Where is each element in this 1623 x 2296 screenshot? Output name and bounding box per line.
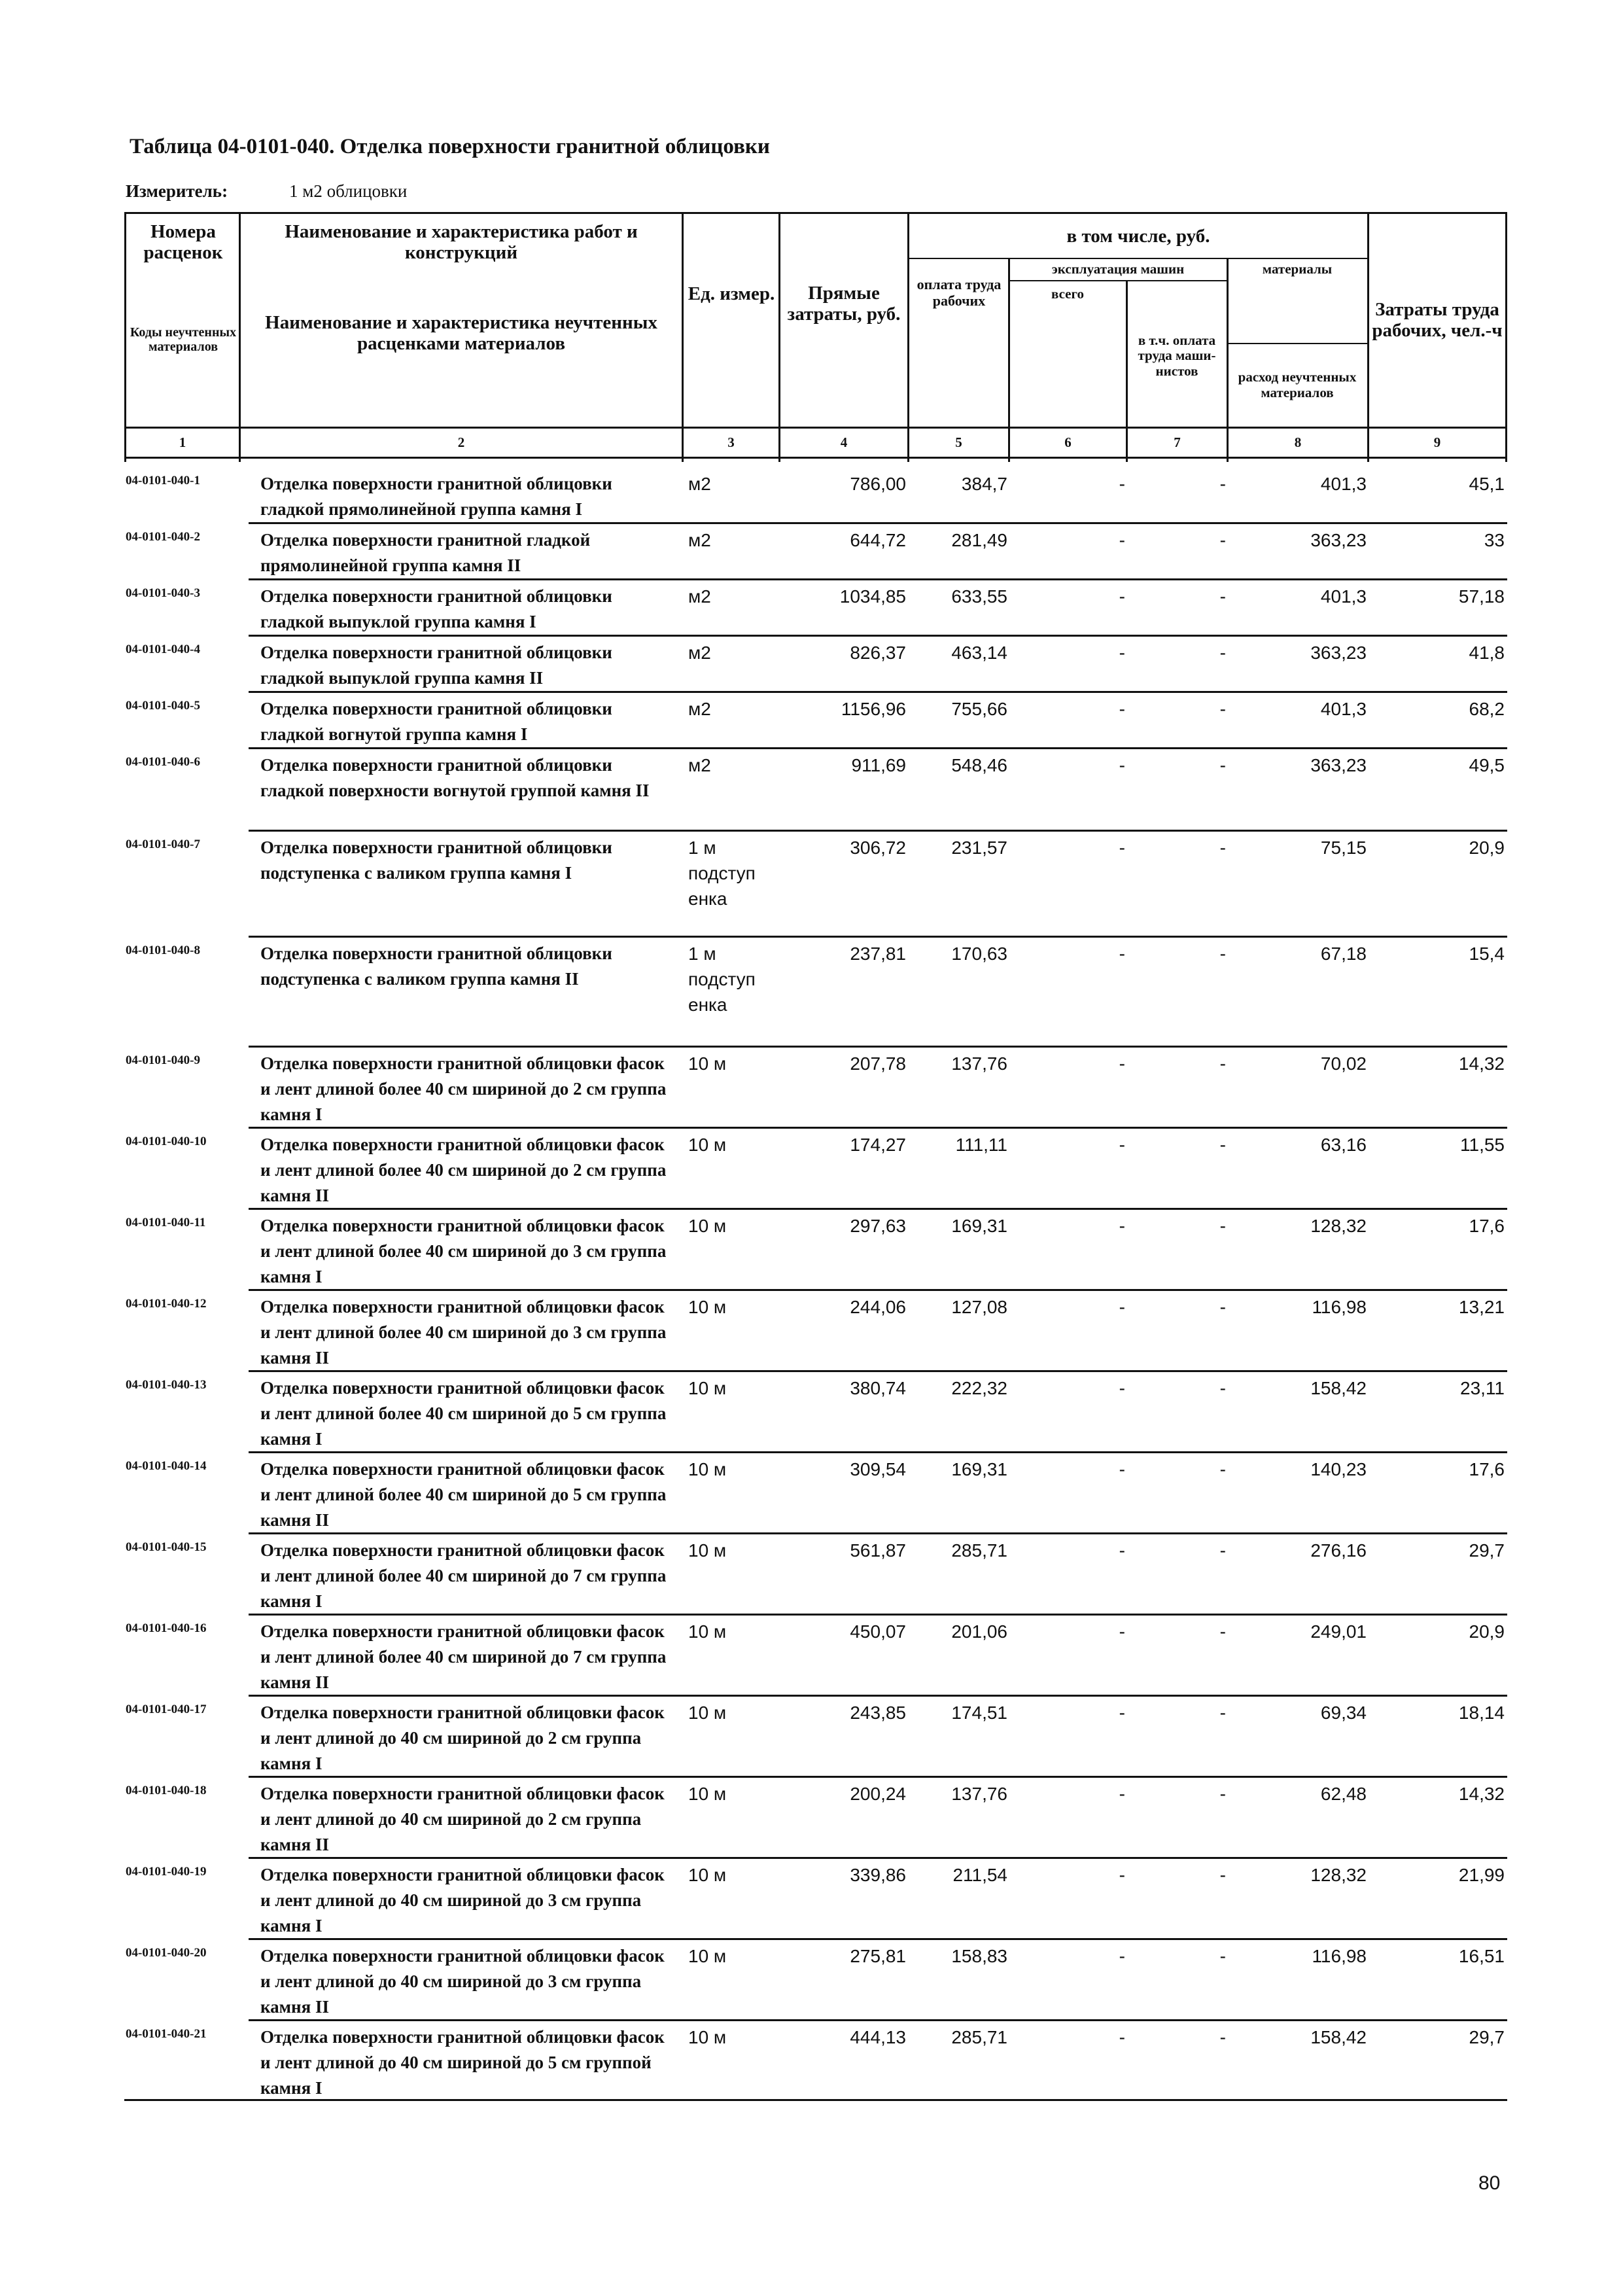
work-description: Отделка поверхности гранитной облицовки подступенка с валиком группа камня II [260,944,612,989]
cell-materials: 363,23 [1310,643,1367,663]
work-description: Отделка поверхности гранитной облицовки фасок и лент длиной более 40 см шириной до 7 см группа камня II [260,1621,667,1692]
row-separator [249,2019,1507,2021]
cell-mach: - [1119,1540,1125,1561]
cell-hours: 13,21 [1458,1297,1505,1317]
work-description: Отделка поверхности гранитной облицовки фасок и лент длиной до 40 см шириной до 5 см группой камня I [260,2027,665,2098]
cell-mach: - [1119,1621,1125,1642]
work-description: Отделка поверхности гранитной гладкой прямолинейной группа камня II [260,530,591,575]
cell-mach: - [1119,1378,1125,1398]
unit-of-measure: 1 м подступ енка [688,944,756,1015]
cell-hours: 29,7 [1469,1540,1505,1561]
cell-materials: 116,98 [1312,1946,1367,1966]
cell-machinist: - [1219,1216,1226,1236]
row-separator [249,1289,1507,1291]
row-separator [249,747,1507,749]
cell-hours: 45,1 [1469,474,1505,494]
rate-code: 04-0101-040-8 [126,944,200,957]
rate-code: 04-0101-040-10 [126,1135,207,1148]
cell-machinist: - [1219,1784,1226,1804]
col-number-5: 5 [955,434,962,450]
cell-mach: - [1119,586,1125,607]
cell-materials: 128,32 [1310,1865,1367,1885]
cell-materials: 69,34 [1320,1703,1367,1723]
header-labor-pay: оплата труда рабочих [916,276,1002,309]
col-number-8: 8 [1294,434,1302,450]
cell-machinist: - [1219,1621,1226,1642]
cell-hours: 16,51 [1458,1946,1505,1966]
unit-of-measure: м2 [688,530,711,550]
cell-labor: 201,06 [951,1621,1007,1642]
rate-code: 04-0101-040-1 [126,474,200,487]
cell-mach: - [1119,838,1125,858]
rate-code: 04-0101-040-5 [126,699,200,713]
cell-hours: 57,18 [1458,586,1505,607]
work-description: Отделка поверхности гранитной облицовки фасок и лент длиной более 40 см шириной до 3 см группа камня II [260,1297,667,1368]
cell-mach: - [1119,474,1125,494]
cell-hours: 20,9 [1469,1621,1505,1642]
cell-direct: 450,07 [850,1621,906,1642]
rate-code: 04-0101-040-20 [126,1946,207,1960]
cell-labor: 158,83 [951,1946,1007,1966]
row-separator [249,1857,1507,1859]
cell-direct: 444,13 [850,2027,906,2047]
work-description: Отделка поверхности гранитной облицовки гладкой выпуклой группа камня II [260,643,612,688]
unit-of-measure: 10 м [688,1297,727,1317]
work-description: Отделка поверхности гранитной облицовки фасок и лент длиной более 40 см шириной до 7 см группа камня I [260,1540,667,1611]
cell-labor: 231,57 [951,838,1007,858]
cell-machinist: - [1219,1135,1226,1155]
cell-materials: 70,02 [1320,1053,1367,1074]
unit-of-measure: 1 м подступ енка [688,838,756,909]
row-separator [249,1208,1507,1210]
rate-code: 04-0101-040-17 [126,1703,207,1716]
cell-labor: 127,08 [951,1297,1007,1317]
work-description: Отделка поверхности гранитной облицовки гладкой вогнутой группа камня I [260,699,612,744]
cell-labor: 463,14 [951,643,1007,663]
header-including: в том числе, руб. [1066,225,1210,247]
rate-code: 04-0101-040-14 [126,1459,207,1473]
cell-machinist: - [1219,530,1226,550]
unit-of-measure: 10 м [688,1216,727,1236]
cell-direct: 644,72 [850,530,906,550]
cell-materials: 401,3 [1320,474,1367,494]
cell-direct: 297,63 [850,1216,906,1236]
work-description: Отделка поверхности гранитной облицовки фасок и лент длиной до 40 см шириной до 3 см группа камня II [260,1946,665,2017]
cell-machinist: - [1219,1946,1226,1966]
row-separator [249,691,1507,693]
cell-labor: 285,71 [951,1540,1007,1561]
cell-direct: 207,78 [850,1053,906,1074]
row-separator [249,1451,1507,1453]
row-separator [249,1532,1507,1534]
cell-direct: 243,85 [850,1703,906,1723]
work-description: Отделка поверхности гранитной облицовки фасок и лент длиной до 40 см шириной до 2 см группа камня II [260,1784,665,1854]
cell-machinist: - [1219,1378,1226,1398]
cell-hours: 15,4 [1469,944,1505,964]
row-separator [249,1370,1507,1372]
cell-hours: 18,14 [1458,1703,1505,1723]
col-number-2: 2 [457,434,465,450]
unit-of-measure: м2 [688,474,711,494]
cell-mach: - [1119,1784,1125,1804]
unit-of-measure: м2 [688,643,711,663]
unit-of-measure: 10 м [688,1621,727,1642]
cell-materials: 140,23 [1310,1459,1367,1479]
cell-hours: 41,8 [1469,643,1505,663]
col-number-6: 6 [1064,434,1072,450]
cell-labor: 755,66 [951,699,1007,719]
rate-code: 04-0101-040-9 [126,1053,200,1067]
work-description: Отделка поверхности гранитной облицовки фасок и лент длиной более 40 см шириной до 3 см группа камня I [260,1216,667,1286]
cell-labor: 222,32 [951,1378,1007,1398]
cell-machinist: - [1219,2027,1226,2047]
unit-of-measure: 10 м [688,1135,727,1155]
cell-machinist: - [1219,944,1226,964]
cell-mach: - [1119,2027,1125,2047]
cell-direct: 275,81 [850,1946,906,1966]
table-bottom-rule [124,2099,1507,2101]
cell-hours: 33 [1484,530,1505,550]
cell-materials: 401,3 [1320,699,1367,719]
header-machines-total: всего [1051,286,1084,302]
cell-hours: 20,9 [1469,838,1505,858]
cell-mach: - [1119,755,1125,775]
work-description: Отделка поверхности гранитной облицовки гладкой прямолинейной группа камня I [260,474,612,519]
cell-mach: - [1119,643,1125,663]
cell-mach: - [1119,1297,1125,1317]
table-title: Таблица 04-0101-040. Отделка поверхности гранитной облицовки [130,135,770,158]
cell-direct: 339,86 [850,1865,906,1885]
row-separator [249,1046,1507,1048]
rate-code: 04-0101-040-19 [126,1865,207,1879]
header-labor-cost: Затраты труда рабочих, чел.-ч [1372,298,1503,341]
unit-of-measure: м2 [688,586,711,607]
cell-hours: 17,6 [1469,1216,1505,1236]
rate-code: 04-0101-040-11 [126,1216,206,1229]
cell-mach: - [1119,1946,1125,1966]
cell-mach: - [1119,1459,1125,1479]
cell-machinist: - [1219,755,1226,775]
rate-code: 04-0101-040-13 [126,1378,207,1392]
cell-machinist: - [1219,643,1226,663]
cell-direct: 561,87 [850,1540,906,1561]
cell-mach: - [1119,1216,1125,1236]
cell-direct: 786,00 [850,474,906,494]
row-separator [249,1127,1507,1129]
cell-labor: 169,31 [951,1216,1007,1236]
unit-of-measure: м2 [688,699,711,719]
unit-of-measure: 10 м [688,1459,727,1479]
page-number: 80 [1478,2172,1501,2194]
cell-labor: 170,63 [951,944,1007,964]
cell-materials: 128,32 [1310,1216,1367,1236]
cell-labor: 285,71 [951,2027,1007,2047]
cell-machinist: - [1219,1540,1226,1561]
work-description: Отделка поверхности гранитной облицовки фасок и лент длиной до 40 см шириной до 3 см группа камня I [260,1865,665,1935]
cell-mach: - [1119,1053,1125,1074]
cell-machinist: - [1219,1297,1226,1317]
row-separator [249,522,1507,524]
cell-machinist: - [1219,474,1226,494]
cell-hours: 29,7 [1469,2027,1505,2047]
unit-of-measure: 10 м [688,1540,727,1561]
cell-materials: 75,15 [1320,838,1367,858]
rate-code: 04-0101-040-21 [126,2027,207,2041]
cell-materials: 401,3 [1320,586,1367,607]
work-description: Отделка поверхности гранитной облицовки фасок и лент длиной более 40 см шириной до 2 см группа камня II [260,1135,667,1205]
rate-code: 04-0101-040-3 [126,586,200,600]
cell-machinist: - [1219,1459,1226,1479]
unit-of-measure: 10 м [688,1784,727,1804]
cell-machinist: - [1219,1865,1226,1885]
header-materials: материалы [1262,261,1333,277]
cell-hours: 23,11 [1460,1378,1505,1398]
rate-code: 04-0101-040-4 [126,643,200,656]
cell-materials: 363,23 [1310,530,1367,550]
cell-direct: 237,81 [850,944,906,964]
col-number-9: 9 [1433,434,1441,450]
row-separator [249,1695,1507,1697]
col-number-4: 4 [840,434,848,450]
cell-mach: - [1119,1703,1125,1723]
header-direct-cost: Прямые затраты, руб. [787,282,901,325]
row-separator [249,830,1507,832]
cell-labor: 211,54 [952,1865,1007,1885]
cell-hours: 14,32 [1458,1784,1505,1804]
table-header [124,212,1507,462]
cell-mach: - [1119,1135,1125,1155]
row-separator [249,1614,1507,1616]
work-description: Отделка поверхности гранитной облицовки гладкой поверхности вогнутой группой камня II [260,755,650,800]
rate-code: 04-0101-040-6 [126,755,200,769]
col-number-1: 1 [179,434,186,450]
rate-code: 04-0101-040-18 [126,1784,207,1797]
header-machinist-pay: в т.ч. оплата труда маши-нистов [1138,332,1216,379]
cell-direct: 244,06 [850,1297,906,1317]
unit-of-measure: 10 м [688,1703,727,1723]
cell-materials: 158,42 [1310,1378,1367,1398]
cell-hours: 21,99 [1458,1865,1505,1885]
cell-machinist: - [1219,1053,1226,1074]
cell-direct: 309,54 [850,1459,906,1479]
unit-of-measure: 10 м [688,1865,727,1885]
rate-code: 04-0101-040-16 [126,1621,207,1635]
rate-code: 04-0101-040-2 [126,530,200,544]
work-description: Отделка поверхности гранитной облицовки фасок и лент длиной более 40 см шириной до 5 см группа камня I [260,1378,667,1449]
cell-direct: 306,72 [850,838,906,858]
rate-code: 04-0101-040-12 [126,1297,207,1311]
cell-hours: 11,55 [1460,1135,1505,1155]
row-separator [249,1776,1507,1778]
cell-machinist: - [1219,1703,1226,1723]
header-machines: эксплуатация машин [1051,261,1185,277]
unit-of-measure: 10 м [688,1946,727,1966]
work-description: Отделка поверхности гранитной облицовки фасок и лент длиной более 40 см шириной до 2 см группа камня I [260,1053,667,1124]
header-codes-top: Номера расценок [143,221,223,263]
cell-direct: 380,74 [850,1378,906,1398]
measure-label: Измеритель: [126,181,228,201]
cell-direct: 1034,85 [839,586,906,607]
cell-materials: 276,16 [1310,1540,1367,1561]
work-description: Отделка поверхности гранитной облицовки гладкой выпуклой группа камня I [260,586,612,631]
cell-labor: 384,7 [961,474,1007,494]
work-description: Отделка поверхности гранитной облицовки фасок и лент длиной до 40 см шириной до 2 см группа камня I [260,1703,665,1773]
cell-materials: 67,18 [1320,944,1367,964]
cell-mach: - [1119,699,1125,719]
cell-hours: 49,5 [1469,755,1505,775]
col-number-3: 3 [727,434,735,450]
unit-of-measure: 10 м [688,1053,727,1074]
row-separator [249,635,1507,637]
cell-materials: 158,42 [1310,2027,1367,2047]
cell-hours: 68,2 [1469,699,1505,719]
cell-hours: 17,6 [1469,1459,1505,1479]
header-name-bottom: Наименование и характеристика неучтенных расценками материалов [265,311,657,354]
cell-machinist: - [1219,699,1226,719]
cell-hours: 14,32 [1458,1053,1505,1074]
cell-direct: 200,24 [850,1784,906,1804]
unit-of-measure: м2 [688,755,711,775]
cell-materials: 116,98 [1312,1297,1367,1317]
header-name-top: Наименование и характеристика работ и конструкций [285,221,638,263]
cell-direct: 174,27 [850,1135,906,1155]
row-separator [249,936,1507,938]
cell-materials: 62,48 [1320,1784,1367,1804]
cell-labor: 174,51 [951,1703,1007,1723]
rate-code: 04-0101-040-7 [126,838,200,851]
cell-mach: - [1119,1865,1125,1885]
cell-labor: 281,49 [951,530,1007,550]
header-codes-bottom: Коды неучтенных материалов [130,325,237,354]
work-description: Отделка поверхности гранитной облицовки подступенка с валиком группа камня I [260,838,612,883]
header-unit: Ед. измер. [688,283,775,304]
cell-labor: 633,55 [951,586,1007,607]
cell-direct: 826,37 [850,643,906,663]
cell-direct: 1156,96 [841,699,906,719]
work-description: Отделка поверхности гранитной облицовки фасок и лент длиной более 40 см шириной до 5 см группа камня II [260,1459,667,1530]
cell-direct: 911,69 [851,755,906,775]
measure-line [126,181,408,202]
unit-of-measure: 10 м [688,1378,727,1398]
header-materials-unaccounted: расход неучтенных материалов [1238,369,1357,400]
cell-labor: 137,76 [951,1053,1007,1074]
cell-labor: 137,76 [951,1784,1007,1804]
cell-materials: 363,23 [1310,755,1367,775]
cell-mach: - [1119,530,1125,550]
row-separator [249,578,1507,580]
row-separator [249,1938,1507,1940]
cell-machinist: - [1219,838,1226,858]
cell-labor: 548,46 [951,755,1007,775]
cell-materials: 63,16 [1320,1135,1367,1155]
cell-labor: 169,31 [951,1459,1007,1479]
cell-mach: - [1119,944,1125,964]
measure-value: 1 м2 облицовки [289,181,408,201]
cell-materials: 249,01 [1310,1621,1367,1642]
unit-of-measure: 10 м [688,2027,727,2047]
rate-code: 04-0101-040-15 [126,1540,207,1554]
col-number-7: 7 [1174,434,1181,450]
cell-labor: 111,11 [955,1135,1007,1155]
cell-machinist: - [1219,586,1226,607]
